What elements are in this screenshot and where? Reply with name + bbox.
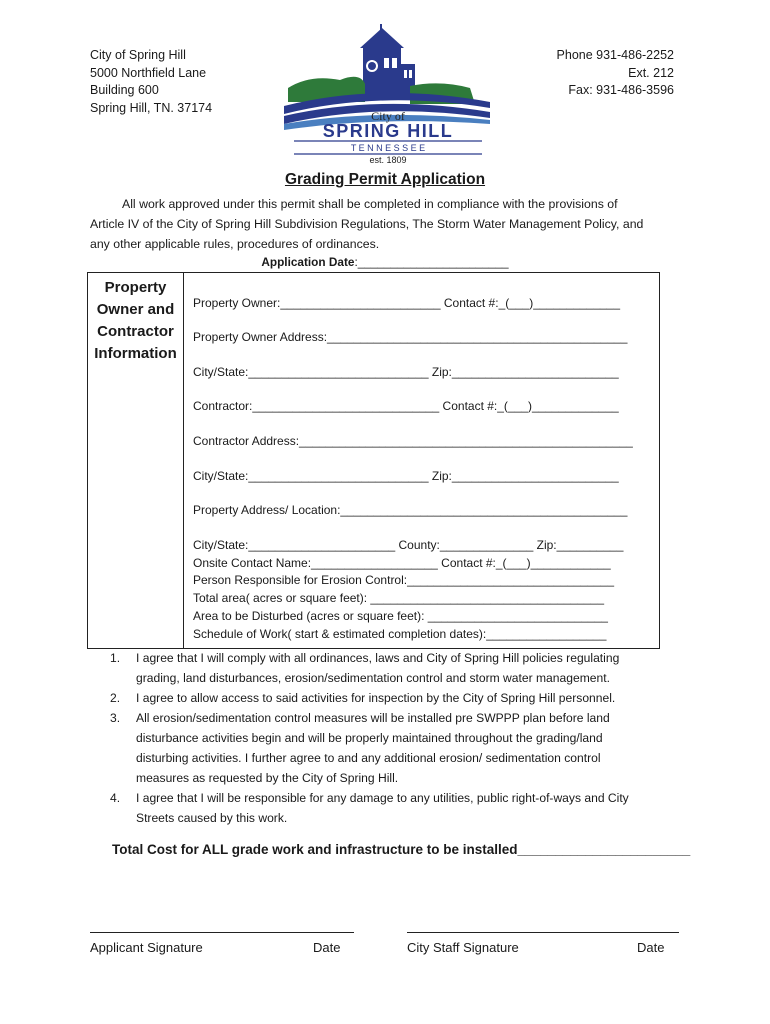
onsite-contact-field[interactable]: Onsite Contact Name:___________________ Contact #:_(___)____________ — [193, 556, 611, 570]
staff-signature-line[interactable] — [407, 932, 679, 933]
total-cost-field[interactable]: Total Cost for ALL grade work and infrastructure to be installed_______________________ — [112, 842, 691, 857]
list-item: 3. All erosion/sedimentation control measures will be installed pre SWPPP plan before land disturbance activities begin and will be properly maintained throughout the grading/land disturbing activities. I further agree to and any additional erosion/ sedimentation control measures as requested by the City of Spring Hill. — [110, 711, 610, 785]
applicant-date-label: Date — [313, 940, 341, 955]
agreement-list — [110, 648, 670, 828]
section-heading: Property Owner and Contractor Information — [94, 279, 177, 362]
work-schedule-field[interactable]: Schedule of Work( start & estimated completion dates):__________________ — [193, 627, 607, 641]
location-city-county-zip-field[interactable]: City/State:______________________ County:______________ Zip:__________ — [193, 538, 624, 552]
staff-signature-label: City Staff Signature — [407, 940, 519, 955]
address-line: Spring Hill, TN. 37174 — [90, 100, 213, 115]
intro-line: any other applicable rules, procedures of ordinances. — [90, 237, 380, 251]
phone-line: Fax: 931-486-3596 — [568, 83, 674, 97]
applicant-signature-label: Applicant Signature — [90, 940, 203, 955]
intro-paragraph — [90, 194, 680, 254]
list-item: 1. I agree that I will comply with all ordinances, laws and City of Spring Hill policies regulating grading, land disturbances, erosion/sedimentation control and storm water management. — [110, 651, 620, 685]
erosion-control-responsible-field[interactable]: Person Responsible for Erosion Control:_______________________________ — [193, 573, 614, 587]
owner-city-state-zip-field[interactable]: City/State:___________________________ Zip:_________________________ — [193, 365, 619, 379]
clock-tower-icon — [360, 24, 415, 96]
applicant-signature-line[interactable] — [90, 932, 354, 933]
list-item: 4. I agree that I will be responsible for any damage to any utilities, public right-of-ways and City Streets caused by this work. — [110, 791, 629, 825]
address-line: City of Spring Hill — [90, 48, 186, 62]
section-heading-cell — [88, 273, 184, 648]
contractor-field[interactable]: Contractor:____________________________ Contact #:_(___)_____________ — [193, 399, 619, 413]
contractor-address-field[interactable]: Contractor Address:__________________________________________________ — [193, 434, 633, 448]
address-line: 5000 Northfield Lane — [90, 65, 207, 80]
intro-line: All work approved under this permit shall be completed in compliance with the provisions of — [122, 197, 618, 211]
disturbed-area-field[interactable]: Area to be Disturbed (acres or square feet): ___________________________ — [193, 609, 608, 623]
address-line: Building 600 — [90, 83, 159, 97]
application-date[interactable] — [0, 255, 770, 269]
property-owner-address-field[interactable]: Property Owner Address:_____________________________________________ — [193, 330, 628, 344]
list-item: 2. I agree to allow access to said activities for inspection by the City of Spring Hill personnel. — [110, 691, 616, 705]
application-date-label: Application Date — [261, 255, 355, 269]
total-area-field[interactable]: Total area( acres or square feet): ___________________________________ — [193, 591, 604, 605]
svg-text:est. 1809: est. 1809 — [369, 155, 407, 164]
svg-text:SPRING HILL: SPRING HILL — [322, 121, 454, 141]
phone-line: Phone 931-486-2252 — [556, 48, 674, 62]
staff-date-label: Date — [637, 940, 665, 955]
city-phone — [557, 47, 674, 100]
application-date-field[interactable]: :_______________________ — [354, 255, 509, 269]
svg-text:T E N N E S S E E: T E N N E S S E E — [350, 143, 426, 153]
spring-hill-logo — [270, 24, 506, 164]
phone-line: Ext. 212 — [628, 65, 674, 80]
intro-line: Article IV of the City of Spring Hill Subdivision Regulations, The Storm Water Management Policy, and — [90, 217, 644, 231]
page-title: Grading Permit Application — [284, 171, 486, 188]
svg-text:City of: City of — [371, 109, 405, 123]
owner-contractor-section — [87, 272, 660, 649]
property-location-field[interactable]: Property Address/ Location:___________________________________________ — [193, 503, 628, 517]
city-address — [90, 47, 212, 117]
contractor-city-state-zip-field[interactable]: City/State:___________________________ Zip:_________________________ — [193, 469, 619, 483]
property-owner-field[interactable]: Property Owner:________________________ Contact #:_(___)_____________ — [193, 296, 621, 310]
